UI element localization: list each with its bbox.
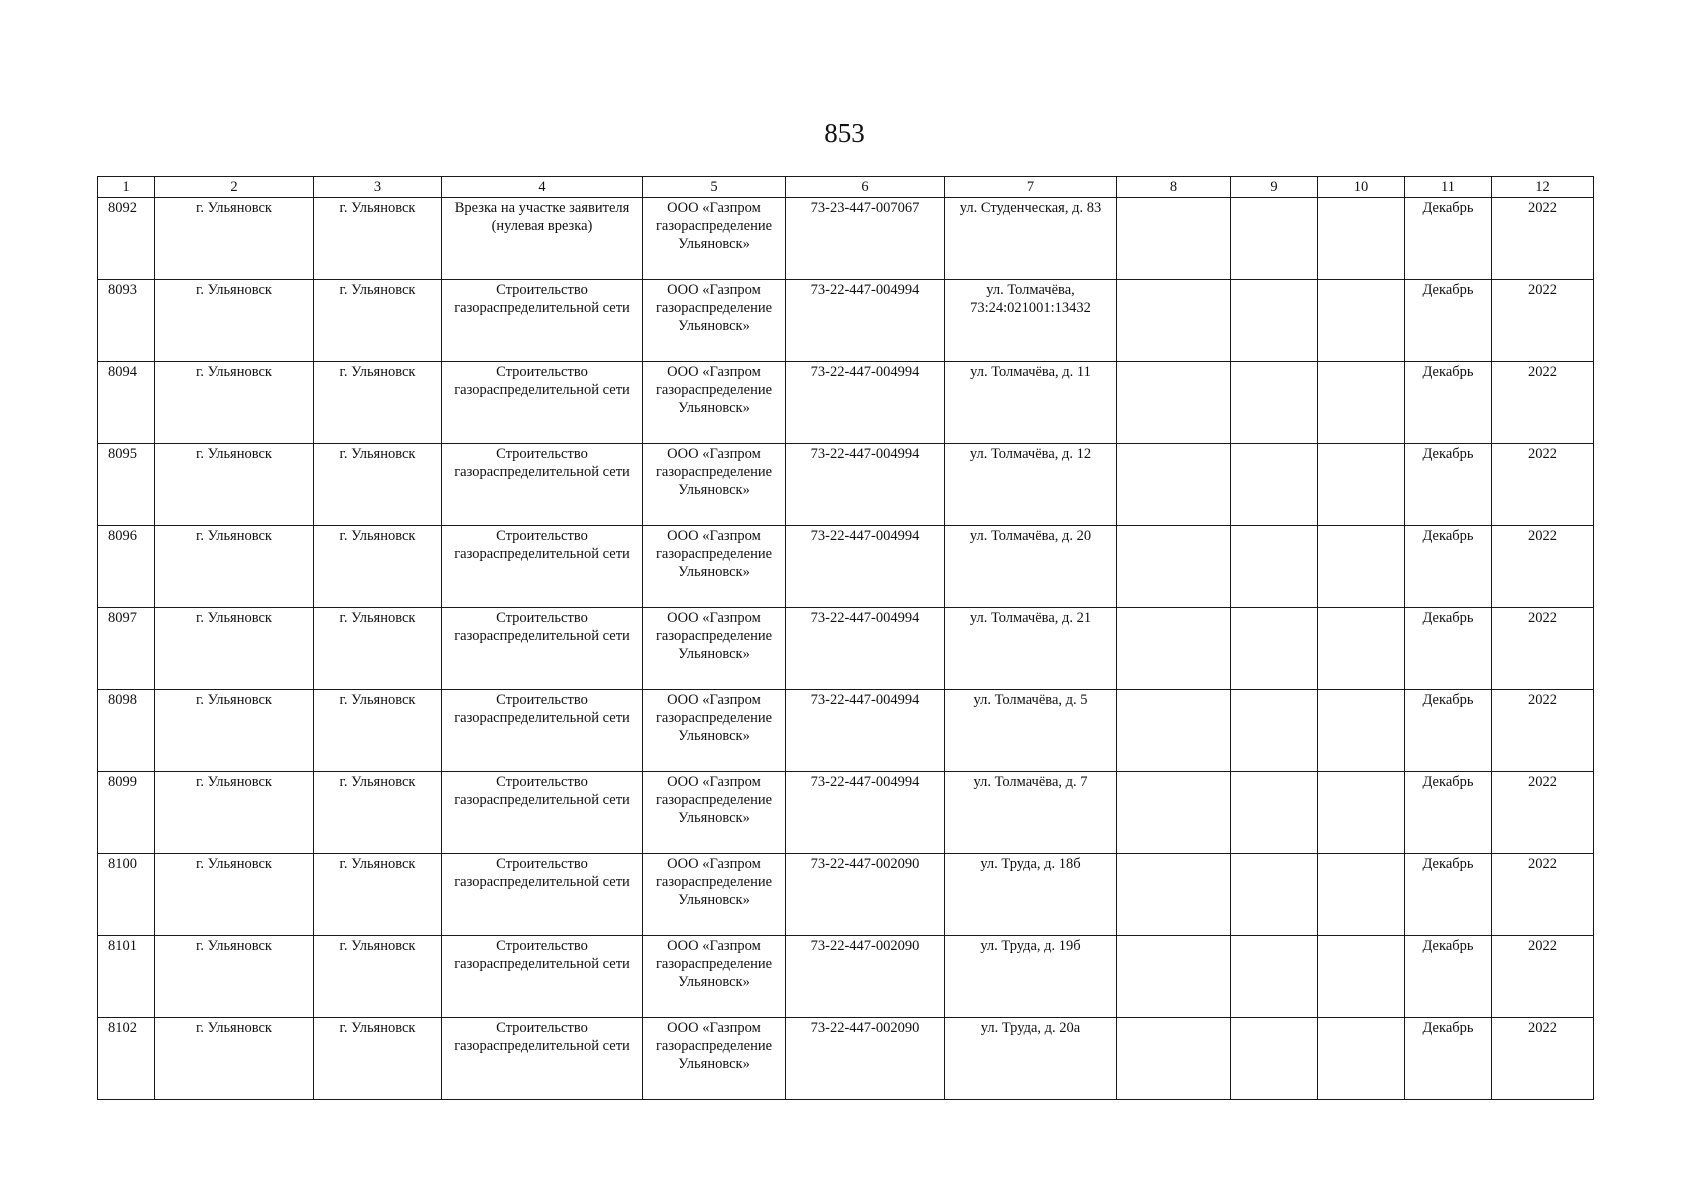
work-type-cell: Строительство газораспределительной сети [442, 690, 643, 772]
year-cell: 2022 [1492, 772, 1594, 854]
month-cell: Декабрь [1405, 772, 1492, 854]
table-row [98, 936, 1594, 1018]
month-cell: Декабрь [1405, 362, 1492, 444]
column-9-cell [1231, 198, 1318, 280]
table-row [98, 608, 1594, 690]
locality-cell: г. Ульяновск [314, 1018, 442, 1100]
table-row [98, 198, 1594, 280]
year-cell: 2022 [1492, 936, 1594, 1018]
column-header: 1 [98, 177, 155, 198]
year-cell: 2022 [1492, 854, 1594, 936]
column-9-cell [1231, 854, 1318, 936]
column-8-cell [1117, 280, 1231, 362]
organization-cell: ООО «Газпром газораспределение Ульяновск» [643, 772, 786, 854]
locality-cell: г. Ульяновск [314, 444, 442, 526]
registry-code-cell: 73-22-447-004994 [786, 280, 945, 362]
column-8-cell [1117, 526, 1231, 608]
month-cell: Декабрь [1405, 526, 1492, 608]
column-9-cell [1231, 526, 1318, 608]
record-number-cell: 8100 [98, 854, 155, 936]
column-header: 3 [314, 177, 442, 198]
column-number-row [98, 177, 1594, 198]
locality-cell: г. Ульяновск [314, 526, 442, 608]
record-number-cell: 8094 [98, 362, 155, 444]
column-10-cell [1318, 280, 1405, 362]
work-type-cell: Строительство газораспределительной сети [442, 280, 643, 362]
column-8-cell [1117, 362, 1231, 444]
column-10-cell [1318, 526, 1405, 608]
table-row [98, 854, 1594, 936]
locality-cell: г. Ульяновск [314, 608, 442, 690]
record-number-cell: 8095 [98, 444, 155, 526]
work-type-cell: Строительство газораспределительной сети [442, 362, 643, 444]
column-10-cell [1318, 936, 1405, 1018]
address-cell: ул. Толмачёва, 73:24:021001:13432 [945, 280, 1117, 362]
column-header: 8 [1117, 177, 1231, 198]
organization-cell: ООО «Газпром газораспределение Ульяновск» [643, 1018, 786, 1100]
locality-cell: г. Ульяновск [314, 198, 442, 280]
address-cell: ул. Студенческая, д. 83 [945, 198, 1117, 280]
district-cell: г. Ульяновск [155, 936, 314, 1018]
table-row [98, 444, 1594, 526]
district-cell: г. Ульяновск [155, 526, 314, 608]
month-cell: Декабрь [1405, 1018, 1492, 1100]
address-cell: ул. Толмачёва, д. 12 [945, 444, 1117, 526]
column-header: 10 [1318, 177, 1405, 198]
organization-cell: ООО «Газпром газораспределение Ульяновск» [643, 198, 786, 280]
organization-cell: ООО «Газпром газораспределение Ульяновск» [643, 526, 786, 608]
address-cell: ул. Толмачёва, д. 21 [945, 608, 1117, 690]
column-8-cell [1117, 198, 1231, 280]
district-cell: г. Ульяновск [155, 362, 314, 444]
organization-cell: ООО «Газпром газораспределение Ульяновск» [643, 936, 786, 1018]
column-header: 7 [945, 177, 1117, 198]
record-number-cell: 8097 [98, 608, 155, 690]
registry-code-cell: 73-22-447-002090 [786, 936, 945, 1018]
column-10-cell [1318, 198, 1405, 280]
record-number-cell: 8099 [98, 772, 155, 854]
registry-code-cell: 73-22-447-002090 [786, 1018, 945, 1100]
district-cell: г. Ульяновск [155, 608, 314, 690]
registry-code-cell: 73-23-447-007067 [786, 198, 945, 280]
month-cell: Декабрь [1405, 854, 1492, 936]
registry-code-cell: 73-22-447-004994 [786, 608, 945, 690]
column-9-cell [1231, 608, 1318, 690]
record-number-cell: 8101 [98, 936, 155, 1018]
column-header: 12 [1492, 177, 1594, 198]
table-row [98, 362, 1594, 444]
column-header: 9 [1231, 177, 1318, 198]
organization-cell: ООО «Газпром газораспределение Ульяновск» [643, 280, 786, 362]
table-row [98, 690, 1594, 772]
column-10-cell [1318, 362, 1405, 444]
locality-cell: г. Ульяновск [314, 772, 442, 854]
work-type-cell: Строительство газораспределительной сети [442, 772, 643, 854]
year-cell: 2022 [1492, 198, 1594, 280]
work-type-cell: Строительство газораспределительной сети [442, 1018, 643, 1100]
table-row [98, 280, 1594, 362]
column-9-cell [1231, 772, 1318, 854]
column-header: 4 [442, 177, 643, 198]
registry-code-cell: 73-22-447-004994 [786, 690, 945, 772]
year-cell: 2022 [1492, 690, 1594, 772]
table-row [98, 1018, 1594, 1100]
column-10-cell [1318, 1018, 1405, 1100]
locality-cell: г. Ульяновск [314, 854, 442, 936]
month-cell: Декабрь [1405, 690, 1492, 772]
district-cell: г. Ульяновск [155, 1018, 314, 1100]
address-cell: ул. Толмачёва, д. 11 [945, 362, 1117, 444]
year-cell: 2022 [1492, 444, 1594, 526]
work-type-cell: Строительство газораспределительной сети [442, 526, 643, 608]
column-10-cell [1318, 444, 1405, 526]
address-cell: ул. Труда, д. 20а [945, 1018, 1117, 1100]
year-cell: 2022 [1492, 608, 1594, 690]
district-cell: г. Ульяновск [155, 690, 314, 772]
column-8-cell [1117, 936, 1231, 1018]
address-cell: ул. Толмачёва, д. 7 [945, 772, 1117, 854]
organization-cell: ООО «Газпром газораспределение Ульяновск» [643, 608, 786, 690]
year-cell: 2022 [1492, 362, 1594, 444]
column-8-cell [1117, 444, 1231, 526]
column-10-cell [1318, 608, 1405, 690]
month-cell: Декабрь [1405, 280, 1492, 362]
column-9-cell [1231, 1018, 1318, 1100]
address-cell: ул. Труда, д. 19б [945, 936, 1117, 1018]
year-cell: 2022 [1492, 1018, 1594, 1100]
register-table [97, 176, 1594, 1100]
locality-cell: г. Ульяновск [314, 690, 442, 772]
address-cell: ул. Толмачёва, д. 5 [945, 690, 1117, 772]
locality-cell: г. Ульяновск [314, 280, 442, 362]
district-cell: г. Ульяновск [155, 854, 314, 936]
page-number: 853 [824, 118, 865, 148]
month-cell: Декабрь [1405, 608, 1492, 690]
column-10-cell [1318, 854, 1405, 936]
column-10-cell [1318, 772, 1405, 854]
record-number-cell: 8092 [98, 198, 155, 280]
district-cell: г. Ульяновск [155, 772, 314, 854]
district-cell: г. Ульяновск [155, 198, 314, 280]
organization-cell: ООО «Газпром газораспределение Ульяновск» [643, 444, 786, 526]
column-9-cell [1231, 362, 1318, 444]
column-9-cell [1231, 280, 1318, 362]
register-body [98, 198, 1594, 1100]
column-header: 11 [1405, 177, 1492, 198]
column-10-cell [1318, 690, 1405, 772]
record-number-cell: 8102 [98, 1018, 155, 1100]
record-number-cell: 8093 [98, 280, 155, 362]
column-header: 6 [786, 177, 945, 198]
work-type-cell: Врезка на участке заявителя (нулевая врезка) [442, 198, 643, 280]
column-9-cell [1231, 690, 1318, 772]
work-type-cell: Строительство газораспределительной сети [442, 936, 643, 1018]
work-type-cell: Строительство газораспределительной сети [442, 854, 643, 936]
column-header: 5 [643, 177, 786, 198]
registry-code-cell: 73-22-447-004994 [786, 526, 945, 608]
organization-cell: ООО «Газпром газораспределение Ульяновск» [643, 690, 786, 772]
record-number-cell: 8098 [98, 690, 155, 772]
address-cell: ул. Труда, д. 18б [945, 854, 1117, 936]
registry-code-cell: 73-22-447-004994 [786, 362, 945, 444]
column-8-cell [1117, 608, 1231, 690]
table-row [98, 772, 1594, 854]
table-row [98, 526, 1594, 608]
locality-cell: г. Ульяновск [314, 362, 442, 444]
organization-cell: ООО «Газпром газораспределение Ульяновск» [643, 854, 786, 936]
work-type-cell: Строительство газораспределительной сети [442, 608, 643, 690]
column-8-cell [1117, 690, 1231, 772]
locality-cell: г. Ульяновск [314, 936, 442, 1018]
year-cell: 2022 [1492, 280, 1594, 362]
organization-cell: ООО «Газпром газораспределение Ульяновск» [643, 362, 786, 444]
month-cell: Декабрь [1405, 444, 1492, 526]
registry-code-cell: 73-22-447-004994 [786, 444, 945, 526]
district-cell: г. Ульяновск [155, 280, 314, 362]
column-9-cell [1231, 936, 1318, 1018]
year-cell: 2022 [1492, 526, 1594, 608]
column-8-cell [1117, 1018, 1231, 1100]
registry-code-cell: 73-22-447-002090 [786, 854, 945, 936]
registry-code-cell: 73-22-447-004994 [786, 772, 945, 854]
column-8-cell [1117, 854, 1231, 936]
month-cell: Декабрь [1405, 936, 1492, 1018]
district-cell: г. Ульяновск [155, 444, 314, 526]
column-8-cell [1117, 772, 1231, 854]
month-cell: Декабрь [1405, 198, 1492, 280]
record-number-cell: 8096 [98, 526, 155, 608]
address-cell: ул. Толмачёва, д. 20 [945, 526, 1117, 608]
column-header: 2 [155, 177, 314, 198]
work-type-cell: Строительство газораспределительной сети [442, 444, 643, 526]
column-9-cell [1231, 444, 1318, 526]
